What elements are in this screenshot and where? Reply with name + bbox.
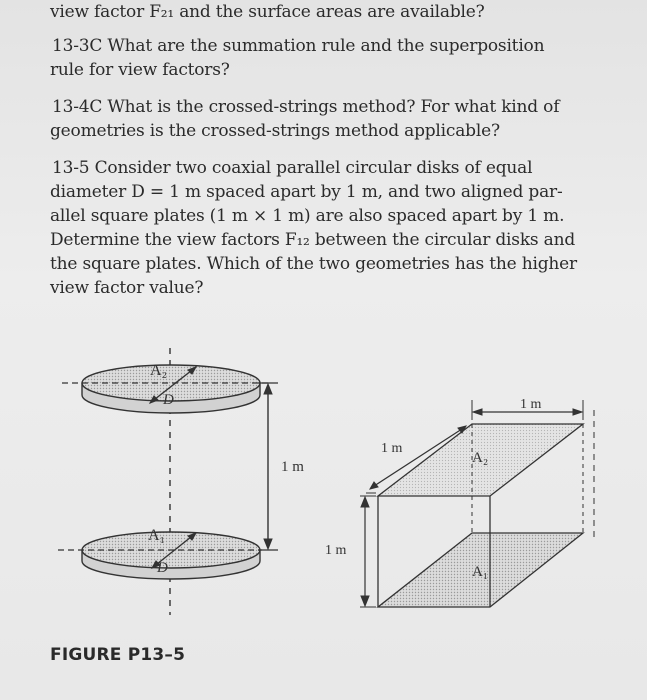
plate-bottom-area-label: A₁	[472, 564, 489, 580]
text-line-10: the square plates. Which of the two geometries has the higher	[50, 254, 577, 274]
text-line-7: diameter D = 1 m spaced apart by 1 m, and two aligned par-	[50, 182, 563, 202]
text-line-11: view factor value?	[50, 278, 204, 298]
disk-bottom-area-label: A₁	[148, 527, 166, 544]
disk-geometry	[58, 348, 304, 615]
disk-bottom-diameter-label: D	[157, 560, 168, 576]
figure-caption: FIGURE P13–5	[50, 645, 186, 665]
plate-geometry	[325, 397, 594, 607]
text-line-3: rule for view factors?	[50, 60, 230, 80]
text-line-2: 13-3C What are the summation rule and the superposition	[52, 36, 545, 56]
text-line-6: 13-5 Consider two coaxial parallel circular disks of equal	[52, 158, 533, 178]
disk-top-area-label: A₂	[150, 362, 168, 379]
disk-spacing-label: 1 m	[281, 459, 304, 475]
text-line-4: 13-4C What is the crossed-strings method? For what kind of	[52, 97, 560, 117]
plate-width-label: 1 m	[520, 397, 542, 412]
plate-depth-label: 1 m	[381, 441, 403, 456]
text-line-5: geometries is the crossed-strings method applicable?	[50, 121, 500, 141]
text-line-8: allel square plates (1 m × 1 m) are also spaced apart by 1 m.	[50, 206, 565, 226]
text-line-1: view factor F₂₁ and the surface areas are available?	[50, 2, 485, 22]
disk-top-diameter-label: D	[163, 392, 174, 408]
plate-top-area-label: A₂	[472, 450, 489, 466]
plate-spacing-dimension	[360, 496, 376, 607]
disk-spacing-dimension	[258, 383, 278, 550]
plate-spacing-label: 1 m	[325, 543, 347, 558]
text-line-9: Determine the view factors F₁₂ between the circular disks and	[50, 230, 576, 250]
